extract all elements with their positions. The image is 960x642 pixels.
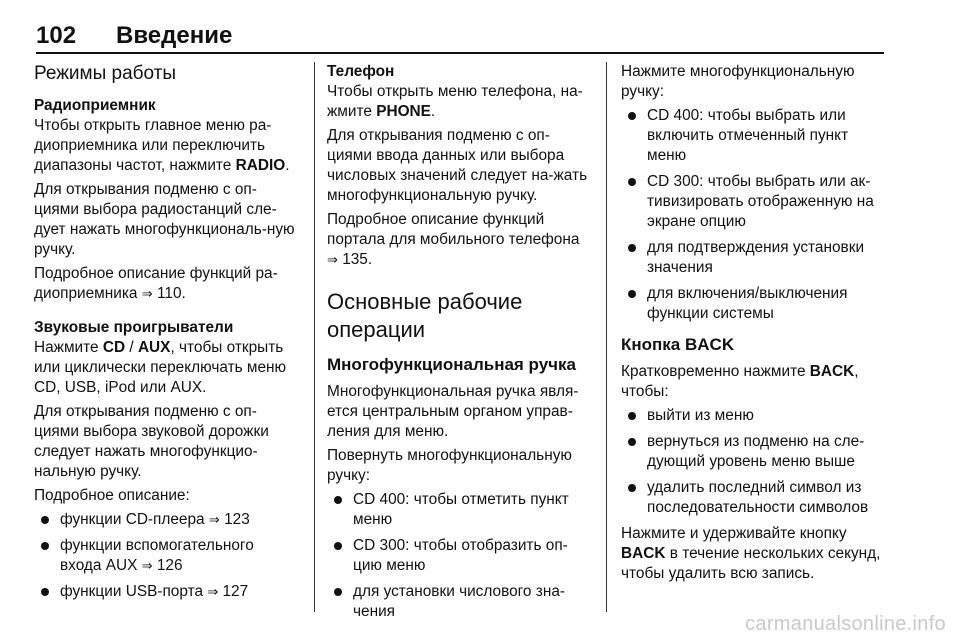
column-1 [34, 62, 299, 608]
page-ref: 126 [156, 557, 183, 574]
page-reference-icon: ⇒ [207, 584, 219, 599]
page-reference-icon: ⇒ [141, 558, 153, 573]
list-item-text: CD 300: чтобы выбрать или ак-тивизировать отображенную на экране опцию [647, 173, 874, 230]
key-separator: / [125, 339, 138, 356]
list-item [327, 536, 592, 576]
list-item [34, 510, 299, 530]
list-item-text: CD 400: чтобы выбрать или включить отмеченный пункт меню [647, 107, 849, 164]
phone-paragraph-3 [327, 210, 592, 270]
list-item-text: CD 300: чтобы отобразить оп-цию меню [353, 537, 568, 574]
aux-key: AUX [137, 339, 171, 356]
phone-paragraph-1 [327, 82, 592, 122]
list-item [621, 172, 886, 232]
back-key: BACK [809, 363, 855, 380]
page-reference-icon: ⇒ [327, 252, 338, 267]
bullet-icon [334, 542, 342, 550]
page-number: 102 [36, 22, 77, 49]
list-item [621, 238, 886, 278]
bullet-icon [41, 542, 49, 550]
list-item-text: выйти из меню [647, 407, 754, 424]
list-item [327, 582, 592, 622]
radio-page-ref: 110. [156, 285, 186, 302]
back-p1-post: , чтобы: [621, 363, 859, 400]
phone-paragraph-2: Для открывания подменю с оп-циями ввода данных или выбора числовых значений следует на-жать многофункциональную ручку. [327, 127, 588, 204]
page-header [36, 22, 884, 56]
list-item [34, 536, 299, 576]
bullet-icon [628, 438, 636, 446]
radio-p1-suffix: . [285, 157, 290, 174]
list-item [621, 106, 886, 166]
bullet-icon [628, 178, 636, 186]
bullet-icon [334, 588, 342, 596]
radio-p3-text: Подробное описание функций ра-диоприемника [34, 265, 278, 302]
knob-title: Многофункциональная ручка [327, 355, 577, 374]
knob-turn-list [327, 490, 592, 622]
list-item-text: функции CD-плеера [60, 511, 209, 528]
back-button-title: Кнопка BACK [621, 335, 735, 354]
players-paragraph-3: Подробное описание: [34, 487, 190, 504]
column-divider-1 [314, 62, 315, 612]
cd-key: CD [102, 339, 126, 356]
page-ref: 127 [222, 583, 249, 600]
basic-operations-heading: Основные рабочие операции [327, 289, 523, 342]
radio-paragraph-2: Для открывания подменю с оп-циями выбора радиостанций сле-дует нажать многофункциональ-ную ручку. [34, 181, 295, 258]
bullet-icon [628, 412, 636, 420]
players-p1-post: , чтобы открыть или циклически переключать меню CD, USB, iPod или AUX. [34, 339, 287, 396]
list-item-text: для включения/выключения функции системы [647, 285, 848, 322]
players-paragraph-1 [34, 338, 299, 398]
phone-key: PHONE [376, 103, 431, 120]
back-p2-pre: Нажмите и удерживайте кнопку [621, 525, 847, 542]
list-item [327, 490, 592, 530]
list-item-text: для установки числового зна-чения [353, 583, 566, 620]
header-rule [36, 52, 884, 54]
phone-p3-text: Подробное описание функций портала для мобильного телефона [327, 211, 580, 248]
bullet-icon [41, 516, 49, 524]
column-3 [621, 62, 886, 588]
bullet-icon [628, 244, 636, 252]
page-reference-icon: ⇒ [208, 512, 220, 527]
bullet-icon [628, 290, 636, 298]
list-item [621, 432, 886, 472]
knob-paragraph-2: Повернуть многофункциональную ручку: [327, 447, 572, 484]
radio-paragraph-3 [34, 264, 299, 304]
knob-press-list [621, 106, 886, 324]
page-ref: 123 [224, 511, 250, 528]
bullet-icon [41, 588, 49, 596]
players-list [34, 510, 299, 602]
phone-p1-post: . [430, 103, 436, 120]
list-item-text: функции вспомогательного входа AUX [60, 537, 254, 574]
list-item [621, 478, 886, 518]
list-item-text: CD 400: чтобы отметить пункт меню [353, 491, 569, 528]
column-2 [327, 62, 592, 628]
list-item-text: вернуться из подменю на сле-дующий уровень меню выше [647, 433, 865, 470]
list-item [621, 406, 886, 426]
back-paragraph-2 [621, 524, 886, 584]
bullet-icon [628, 112, 636, 120]
phone-p1-pre: Чтобы открыть меню телефона, на-жмите [327, 83, 583, 120]
list-item-text: удалить последний символ из последовательности символов [647, 479, 869, 516]
knob-paragraph-1: Многофункциональная ручка явля-ется центральным органом управ-ления для меню. [327, 383, 579, 440]
list-item [34, 582, 299, 602]
back-key: BACK [621, 545, 666, 562]
list-item [621, 284, 886, 324]
bullet-icon [628, 484, 636, 492]
page-reference-icon: ⇒ [141, 286, 153, 301]
back-p2-post: в течение нескольких секунд, чтобы удалить всю запись. [621, 545, 881, 582]
radio-paragraph-1 [34, 116, 299, 176]
phone-title: Телефон [327, 63, 395, 80]
back-paragraph-1 [621, 362, 886, 402]
players-title: Звуковые проигрыватели [34, 319, 234, 336]
list-item-text: для подтверждения установки значения [647, 239, 865, 276]
radio-p1-text: Чтобы открыть главное меню ра-диоприемника или переключить диапазоны частот, нажмите [34, 117, 272, 174]
players-p1-pre: Нажмите [34, 339, 103, 356]
column-divider-2 [606, 62, 607, 612]
radio-key: RADIO [235, 157, 286, 174]
modes-heading: Режимы работы [34, 63, 177, 84]
list-item-text: функции USB-порта [60, 583, 208, 600]
back-list [621, 406, 886, 518]
back-p1-pre: Кратковременно нажмите [621, 363, 810, 380]
watermark: carmanualsonline.info [745, 613, 946, 635]
section-title: Введение [116, 22, 233, 49]
knob-press-paragraph: Нажмите многофункциональную ручку: [621, 63, 855, 100]
bullet-icon [334, 496, 342, 504]
radio-title: Радиоприемник [34, 97, 156, 114]
phone-page-ref: 135. [342, 251, 373, 268]
players-paragraph-2: Для открывания подменю с оп-циями выбора звуковой дорожки следует нажать многофункцио-нальную ручку. [34, 403, 269, 480]
